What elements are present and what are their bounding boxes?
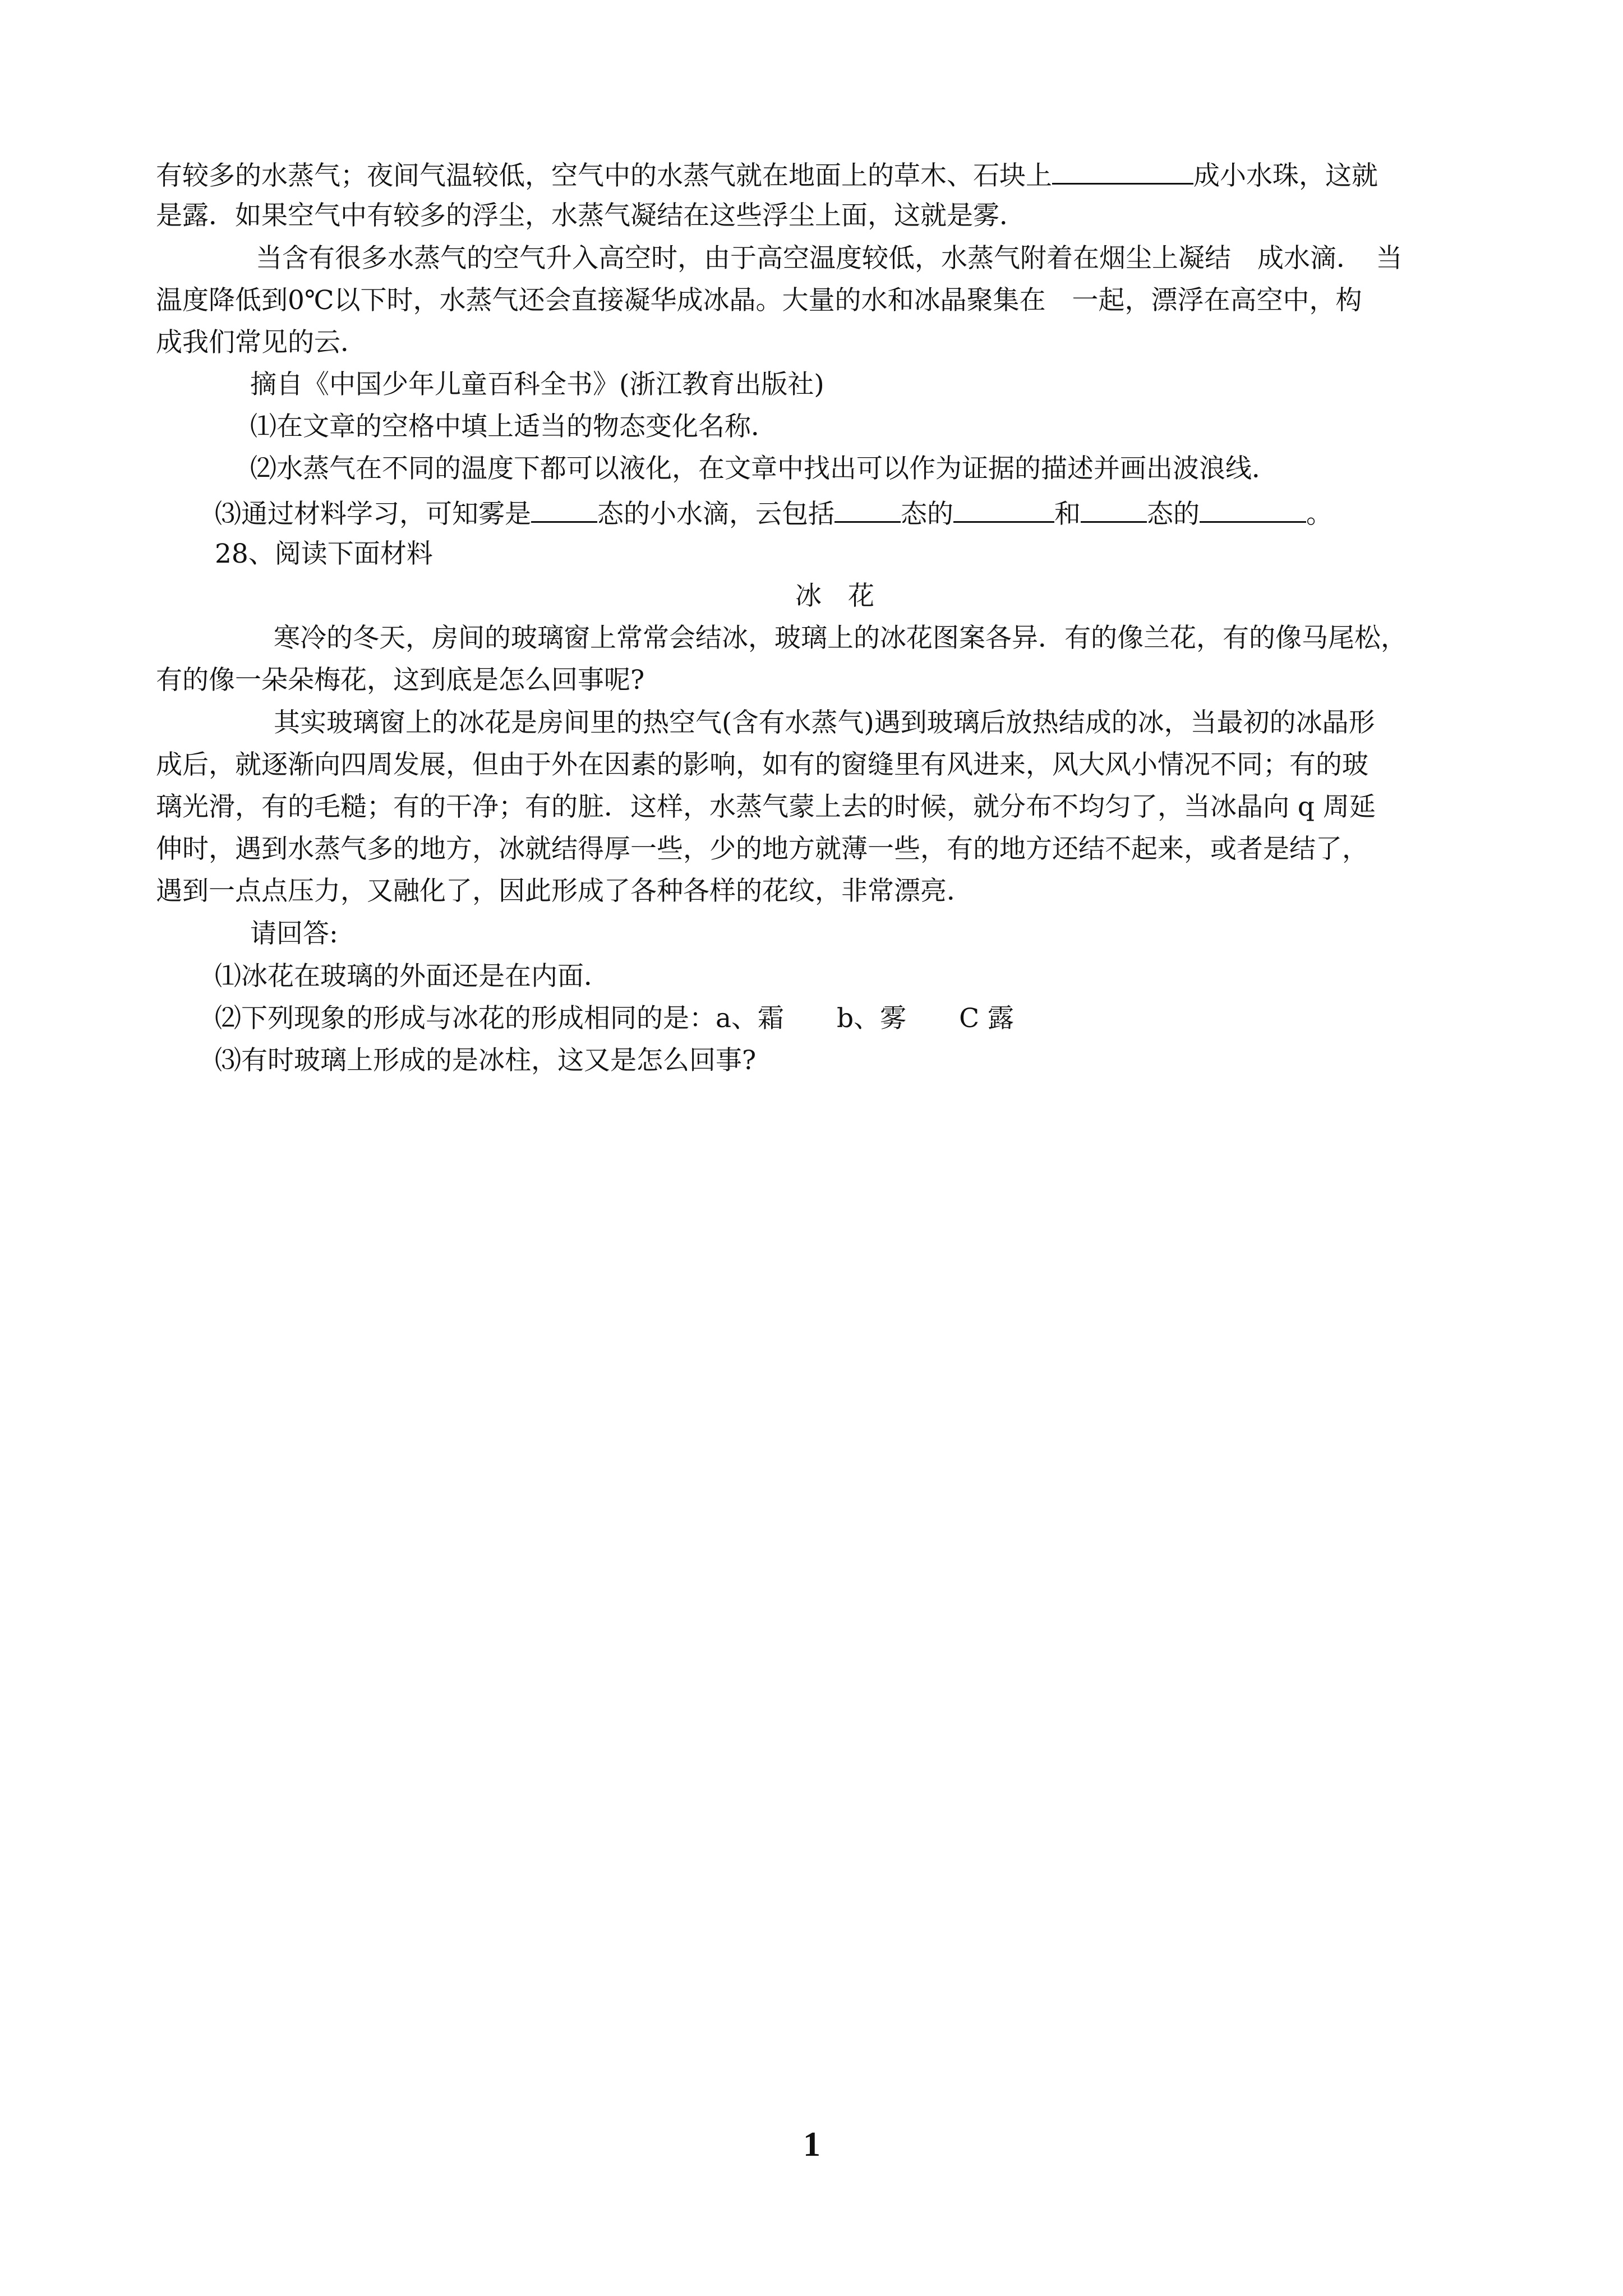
- question-prompt: 请回答:: [250, 918, 338, 949]
- answer-blank[interactable]: [1200, 496, 1306, 523]
- paragraph-line: 成后，就逐渐向四周发展，但由于外在因素的影响，如有的窗缝里有风进来，风大风小情况不同；有的玻: [156, 749, 1368, 780]
- answer-blank[interactable]: [531, 496, 597, 523]
- text-segment: 。: [1306, 499, 1332, 530]
- question-item: ⑵水蒸气在不同的温度下都可以液化，在文章中找出可以作为证据的描述并画出波浪线．: [250, 453, 1278, 484]
- paragraph-line: [156, 158, 1378, 192]
- paragraph-line: 成我们常见的云．: [156, 327, 367, 358]
- paragraph-line: 璃光滑，有的毛糙；有的干净；有的脏．这样，水蒸气蒙上去的时候，就分布不均匀了，当冰晶向 q 周延: [156, 792, 1376, 822]
- text-segment: 态的小水滴，云包括: [597, 499, 834, 530]
- article-title: 冰 花: [795, 581, 874, 611]
- question-item: ⑵下列现象的形成与冰花的形成相同的是：a、霜 b、雾 C 露: [215, 1003, 1015, 1034]
- page-number: 1: [803, 2125, 820, 2164]
- question-item: [215, 496, 1332, 530]
- answer-blank[interactable]: [834, 496, 901, 523]
- paragraph-line: 温度降低到0℃以下时，水蒸气还会直接凝华成冰晶。大量的水和冰晶聚集在 一起，漂浮在高空中，构: [156, 285, 1362, 316]
- paragraph-line: 其实玻璃窗上的冰花是房间里的热空气(含有水蒸气)遇到玻璃后放热结成的冰，当最初的冰晶形: [274, 707, 1375, 738]
- paragraph-line: 遇到一点点压力，又融化了，因此形成了各种各样的花纹，非常漂亮．: [156, 876, 973, 907]
- question-item: ⑴在文章的空格中填上适当的物态变化名称．: [250, 411, 777, 442]
- text-segment: 有较多的水蒸气；夜间气温较低，空气中的水蒸气就在地面上的草木、石块上: [156, 160, 1052, 191]
- text-segment: 态的: [901, 499, 953, 530]
- answer-blank[interactable]: [953, 496, 1054, 523]
- text-segment: ⑶通过材料学习，可知雾是: [215, 499, 531, 530]
- question-item: ⑴冰花在玻璃的外面还是在内面．: [215, 961, 610, 992]
- question-item: ⑶有时玻璃上形成的是冰柱，这又是怎么回事?: [215, 1045, 757, 1076]
- paragraph-line: 有的像一朵朵梅花，这到底是怎么回事呢?: [156, 665, 645, 696]
- paragraph-line: 是露．如果空气中有较多的浮尘，水蒸气凝结在这些浮尘上面，这就是雾．: [156, 200, 1026, 231]
- text-segment: 态的: [1147, 499, 1200, 530]
- paragraph-line: 寒冷的冬天，房间的玻璃窗上常常会结冰，玻璃上的冰花图案各异．有的像兰花，有的像马尾松，: [274, 623, 1407, 654]
- question-heading: 28、阅读下面材料: [215, 539, 433, 569]
- paragraph-line: 伸时，遇到水蒸气多的地方，冰就结得厚一些，少的地方就薄一些，有的地方还结不起来，或者是结了，: [156, 834, 1368, 864]
- source-citation: 摘自《中国少年儿童百科全书》(浙江教育出版社): [250, 369, 824, 400]
- paragraph-line: 当含有很多水蒸气的空气升入高空时，由于高空温度较低，水蒸气附着在烟尘上凝结 成水滴． 当: [256, 243, 1403, 274]
- text-segment: 和: [1054, 499, 1081, 530]
- text-segment: 成小水珠，这就: [1193, 160, 1378, 191]
- answer-blank[interactable]: [1081, 496, 1147, 523]
- answer-blank[interactable]: [1052, 158, 1193, 185]
